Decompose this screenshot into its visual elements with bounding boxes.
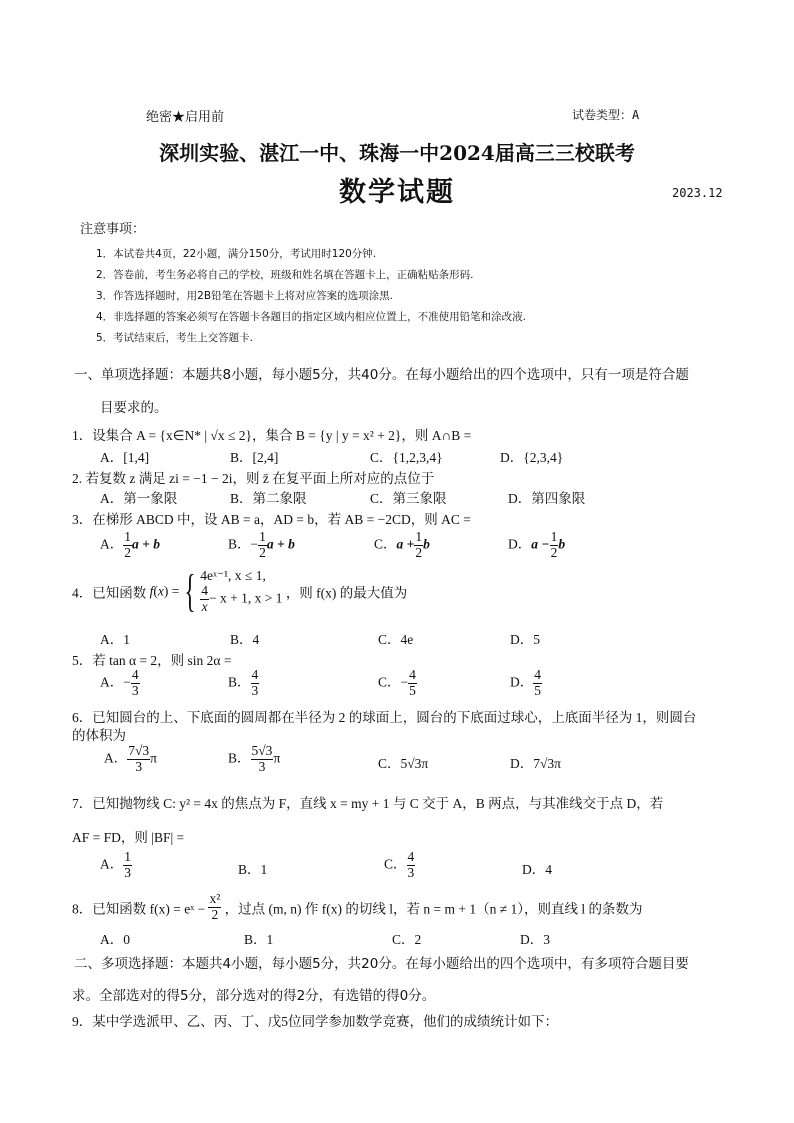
q6-stem-line2: 的体积为 — [72, 728, 126, 743]
fraction: $\frac{1}{2}$ — [259, 529, 266, 560]
exam-date: 2023.12 — [672, 186, 723, 200]
q3-option-b-label: B． — [228, 536, 251, 552]
note-item: 3．作答选择题时，用2B铅笔在答题卡上将对应答案的选项涂黑. — [96, 290, 393, 302]
paper-type: 试卷类型：A — [572, 108, 640, 122]
q2-option-a: A．第一象限 — [100, 491, 178, 506]
q4-option-a: A．1 — [100, 632, 130, 647]
q5-stem: 5．若 tan α = 2，则 sin 2α = — [72, 653, 232, 668]
q8-option-b: B．1 — [244, 932, 274, 947]
section1-line1: 一、单项选择题：本题共8小题，每小题5分，共40分。在每小题给出的四个选项中，只有一项是符合题 — [74, 367, 689, 383]
q8-option-c: C．2 — [392, 932, 422, 947]
q7-stem-line2: AF = FD，则 |BF| = — [72, 830, 185, 845]
q6-option-a: A． $\frac{7√3}{3}$ π — [104, 743, 157, 774]
q1-option-a: A．[1,4] — [100, 450, 150, 465]
q4-option-d: D．5 — [510, 632, 540, 647]
subject-title: 数学试题 — [339, 177, 455, 208]
q2-option-b: B．第二象限 — [230, 491, 307, 506]
q2-option-c: C．第三象限 — [370, 491, 447, 506]
note-item: 4．非选择题的答案必须写在答题卡各题目的指定区域内相应位置上，不准使用铅笔和涂改液. — [96, 311, 527, 323]
q7-stem-line1: 7．已知抛物线 C: y² = 4x 的焦点为 F，直线 x = my + 1 与 C 交于 A，B 两点，与其准线交于点 D，若 — [72, 796, 664, 811]
q3-option-b: B．− $\frac{1}{2}$ a + b — [228, 529, 295, 560]
q4-pieces: 4eˣ⁻¹, x ≤ 1, $\frac{4}{x}$ − x + 1, x > 1 — [200, 568, 283, 614]
q3-option-c-label: C． — [374, 536, 397, 552]
q7-option-a: A． $\frac{1}{3}$ — [100, 849, 131, 880]
q3-stem: 3．在梯形 ABCD 中，设 AB = a，AD = b，若 AB = −2CD，则 AC = — [72, 512, 471, 527]
q4-option-c: C．4e — [378, 632, 414, 647]
q1-option-d: D．{2,3,4} — [500, 450, 564, 465]
notes-heading: 注意事项： — [80, 222, 146, 237]
q1-option-c: C．{1,2,3,4} — [370, 450, 443, 465]
fraction: $\frac{1}{2}$ — [550, 529, 558, 560]
q5-option-d: D． $\frac{4}{5}$ — [510, 667, 541, 698]
q7-option-d: D．4 — [522, 862, 552, 877]
q6-option-c: C．5√3π — [378, 756, 429, 771]
note-item: 1．本试卷共4页，22小题，满分150分，考试用时120分钟. — [96, 248, 377, 260]
q3-option-d-label: D． — [508, 536, 532, 552]
q3-option-d: D．a − $\frac{1}{2}$ b — [508, 529, 566, 560]
section1-line2: 目要求的。 — [100, 400, 168, 416]
q2-option-d: D．第四象限 — [508, 491, 586, 506]
q6-stem-line1: 6．已知圆台的上、下底面的圆周都在半径为 2 的球面上，圆台的下底面过球心，上底面半径为 1，则圆台 — [72, 710, 697, 725]
q5-option-c: C．− $\frac{4}{5}$ — [378, 667, 416, 698]
q8-option-a: A．0 — [100, 932, 130, 947]
brace-icon: { — [184, 565, 196, 617]
q8-stem: 8．已知函数 f(x) = eˣ − $\frac{\text{x²}}{2}$ ，过点 (m, n) 作 f(x) 的切线 l，若 n = m + 1（n ≠ 1），则直线 l 的条数为 — [72, 891, 643, 922]
secret-label: 绝密★启用前 — [146, 110, 225, 125]
q3-option-c: C．a + $\frac{1}{2}$ b — [374, 529, 430, 560]
q3-option-a: A． $\frac{1}{2}$ a + b — [100, 529, 160, 560]
section2-line2: 求。全部选对的得5分，部分选对的得2分，有选错的得0分。 — [72, 988, 436, 1004]
q6-option-b: B． $\frac{5√3}{3}$ π — [228, 743, 281, 774]
q8-option-d: D．3 — [520, 932, 550, 947]
exam-title: 深圳实验、湛江一中、珠海一中2024届高三三校联考 — [159, 141, 635, 165]
q1-option-b: B．[2,4] — [230, 450, 279, 465]
note-item: 5．考试结束后，考生上交答题卡. — [96, 332, 254, 344]
q6-option-d: D．7√3π — [510, 756, 561, 771]
q4-option-b: B．4 — [230, 632, 260, 647]
section2-line1: 二、多项选择题：本题共4小题，每小题5分，共20分。在每小题给出的四个选项中，有多项符合题目要 — [74, 956, 689, 972]
q9-stem: 9．某中学选派甲、乙、丙、丁、戊5位同学参加数学竞赛，他们的成绩统计如下： — [72, 1014, 558, 1029]
q5-option-b: B． $\frac{4}{3}$ — [228, 667, 259, 698]
q4-stem: 4．已知函数 f(x) = { 4eˣ⁻¹, x ≤ 1, $\frac{4}{x}$ − x + 1, x > 1 ，则 f(x) 的最大值为 — [72, 565, 408, 617]
fraction: $\frac{1}{2}$ — [124, 529, 131, 560]
q1-stem: 1．设集合 A = {x∈N* | √x ≤ 2}，集合 B = {y | y = x² + 2}，则 A∩B = — [72, 428, 472, 443]
q3-option-a-label: A． — [100, 536, 124, 552]
fraction: $\frac{1}{2}$ — [415, 529, 423, 560]
q2-stem: 2. 若复数 z 满足 zi = −1 − 2i，则 z̄ 在复平面上所对应的点位于 — [72, 471, 435, 486]
q7-option-b: B．1 — [238, 862, 268, 877]
q7-option-c: C． $\frac{4}{3}$ — [384, 849, 415, 880]
note-item: 2．答卷前，考生务必将自己的学校，班级和姓名填在答题卡上，正确粘贴条形码. — [96, 269, 474, 281]
q5-option-a: A．− $\frac{4}{3}$ — [100, 667, 139, 698]
